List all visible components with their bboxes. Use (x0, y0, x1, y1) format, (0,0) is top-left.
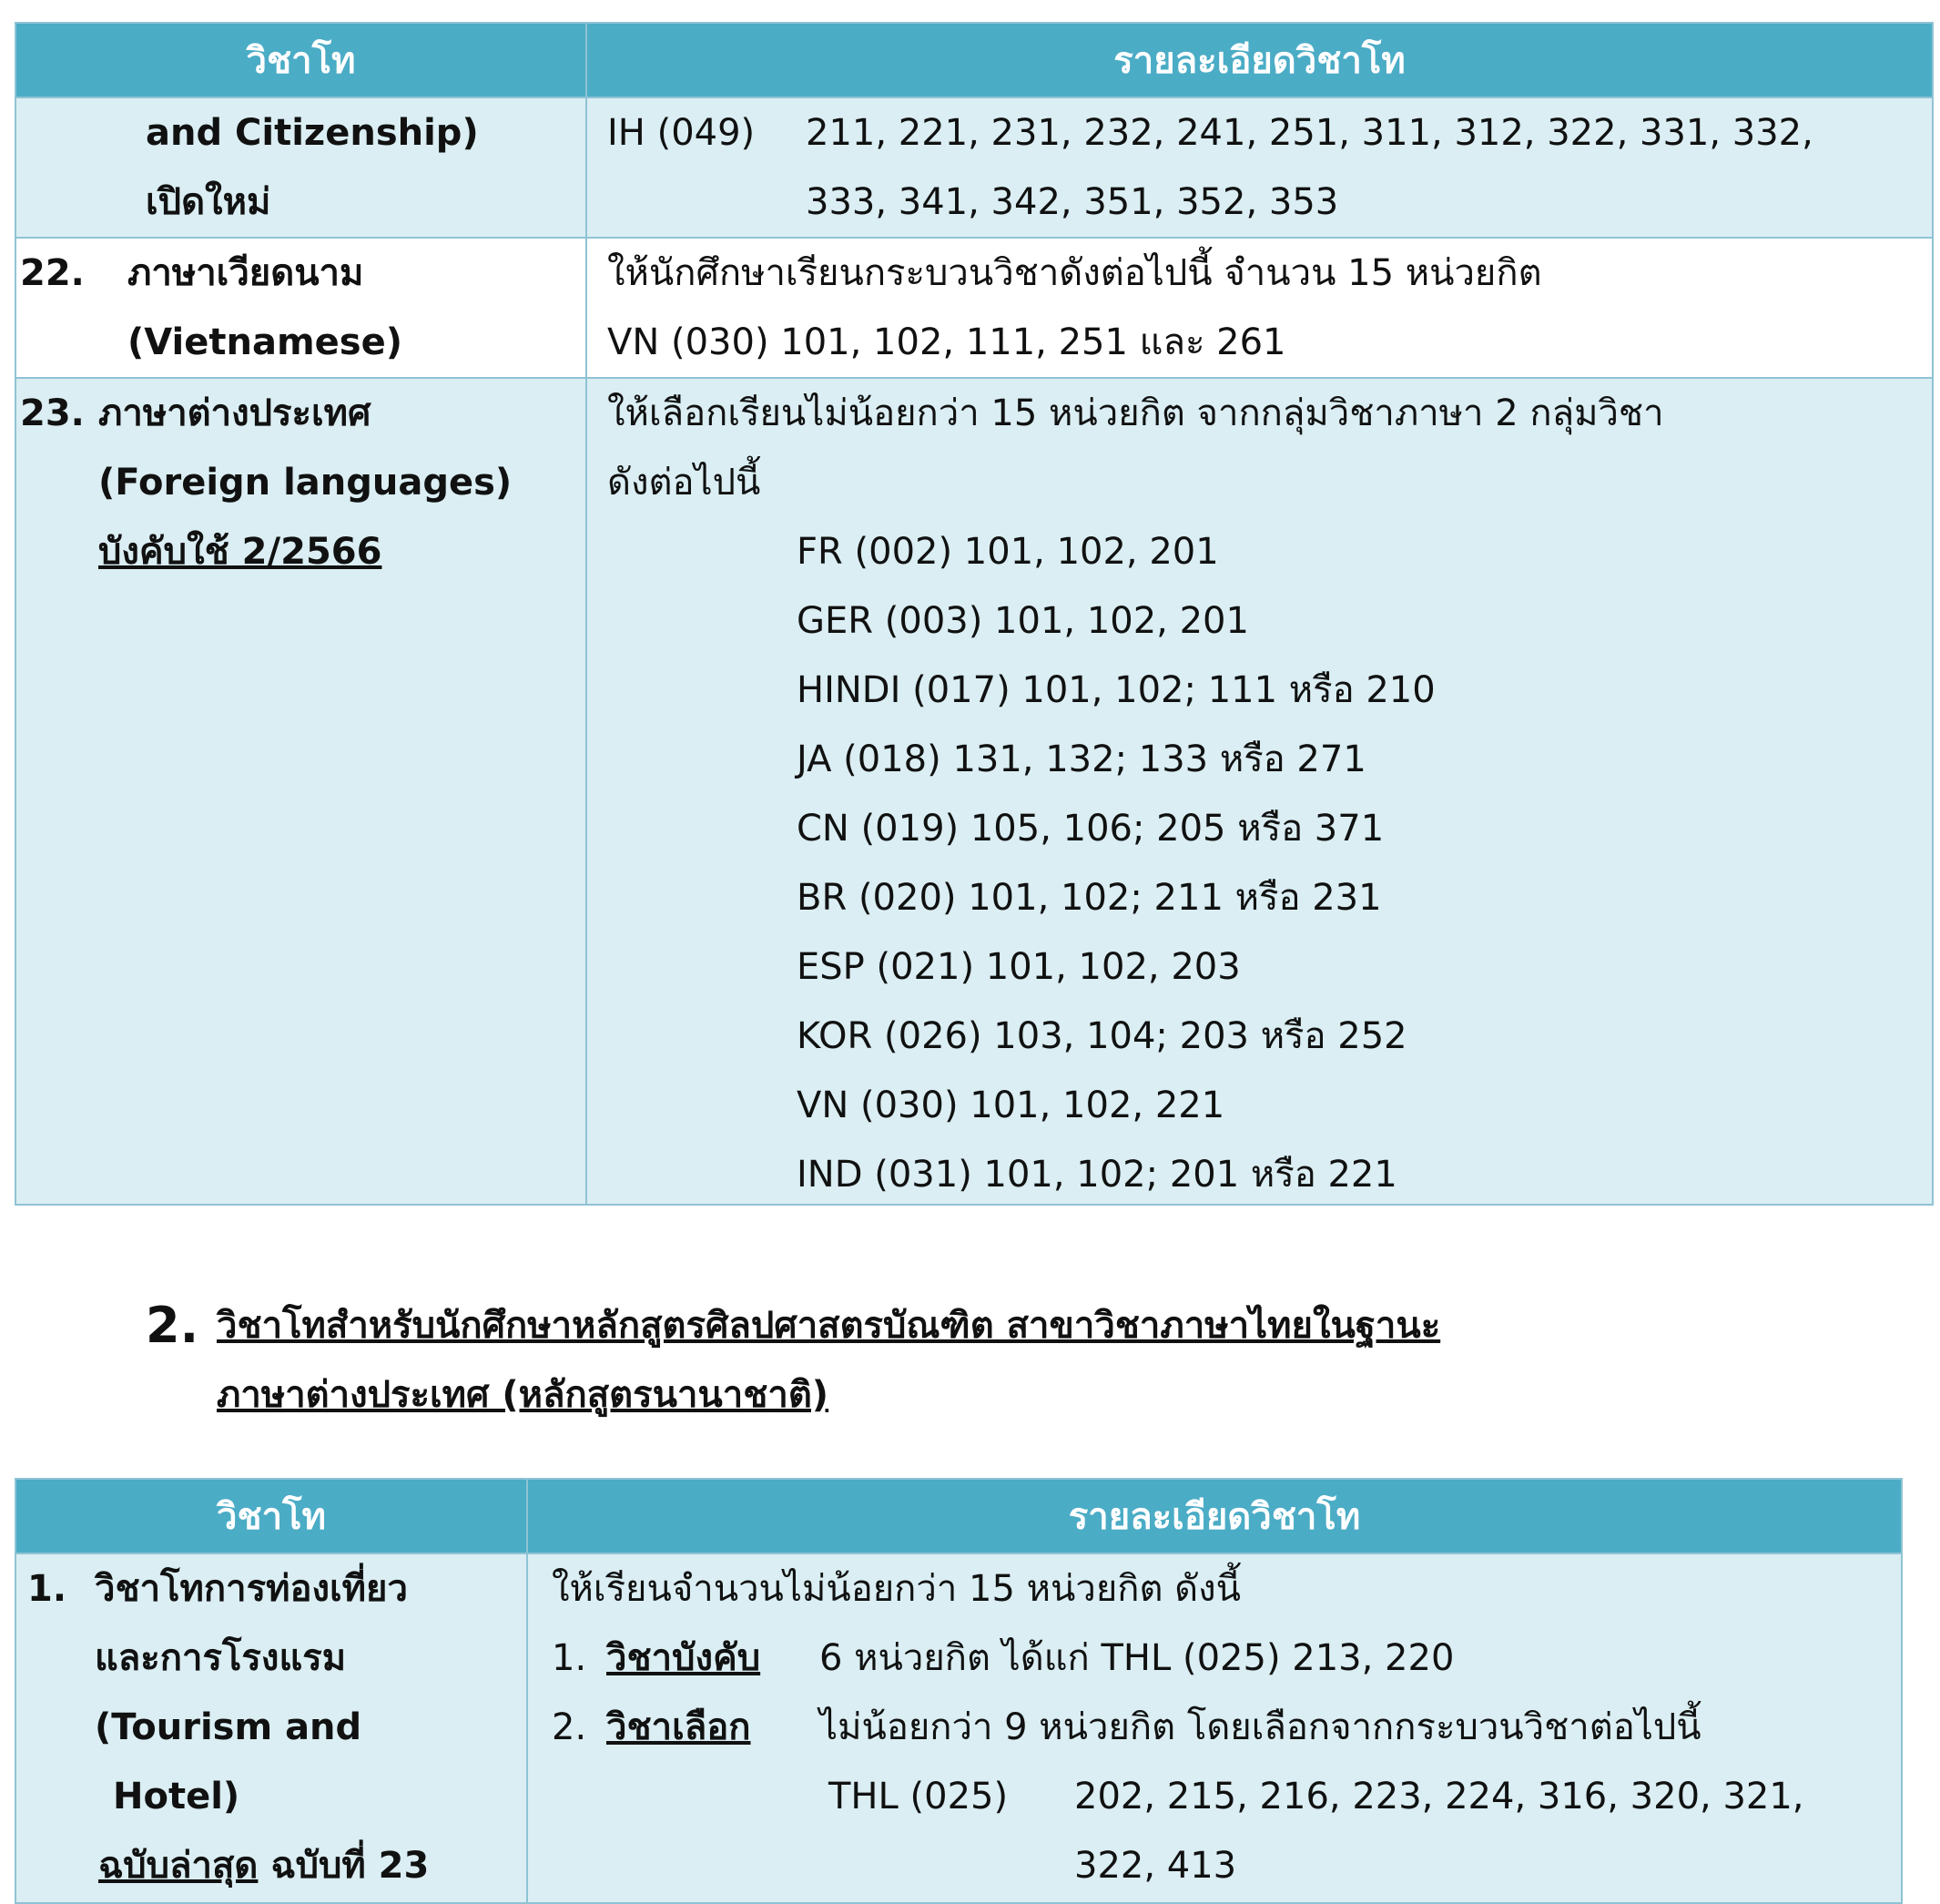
language-course: IND (031) 101, 102; 201 หรือ 221 (797, 1154, 1397, 1196)
item-number: 2. (552, 1706, 587, 1748)
elective-label: วิชาเลือก (606, 1706, 751, 1748)
effective-date: บังคับใช้ 2/2566 (98, 531, 382, 573)
item-number: 1. (552, 1637, 587, 1679)
details-line: ให้เลือกเรียนไม่น้อยกว่า 15 หน่วยกิต จากกลุ่มวิชาภาษา 2 กลุ่มวิชา (607, 392, 1664, 434)
section-title-line: วิชาโทสำหรับนักศึกษาหลักสูตรศิลปศาสตรบัณฑิต สาขาวิชาภาษาไทยในฐานะ (217, 1305, 1441, 1347)
language-course: JA (018) 131, 132; 133 หรือ 271 (797, 738, 1366, 780)
subject-line: และการโรงแรม (95, 1637, 347, 1679)
course-codes: 211, 221, 231, 232, 241, 251, 311, 312, 322, 331, 332, (806, 112, 1813, 154)
details-line: ให้เรียนจำนวนไม่น้อยกว่า 15 หน่วยกิต ดังนี้ (552, 1568, 1242, 1610)
details-line: VN (030) 101, 102, 111, 251 และ 261 (607, 321, 1286, 363)
language-course: KOR (026) 103, 104; 203 หรือ 252 (797, 1015, 1407, 1057)
row-number: 22. (20, 252, 85, 294)
minor-table-2 (15, 1478, 1903, 1904)
course-codes: 322, 413 (1074, 1845, 1237, 1887)
subject-line: (Vietnamese) (127, 321, 402, 363)
table-row (15, 97, 1933, 238)
course-prefix: THL (025) (828, 1776, 1009, 1817)
edition-number: ฉบับที่ 23 (258, 1845, 430, 1887)
subject-line: วิชาโทการท่องเที่ยว (95, 1568, 408, 1610)
language-course: CN (019) 105, 106; 205 หรือ 371 (797, 808, 1385, 850)
language-course: HINDI (017) 101, 102; 111 หรือ 210 (797, 669, 1436, 711)
header-subject: วิชาโท (15, 23, 586, 97)
subject-line: and Citizenship) (146, 112, 479, 154)
minor-table-1 (15, 22, 1934, 1206)
subject-line: (Foreign languages) (98, 462, 513, 504)
language-course: ESP (021) 101, 102, 203 (797, 946, 1241, 988)
language-course: FR (002) 101, 102, 201 (797, 531, 1219, 573)
table-row (15, 1553, 1902, 1903)
table-row (15, 378, 1933, 1205)
subject-line: (Tourism and (95, 1706, 362, 1748)
required-label: วิชาบังคับ (606, 1637, 761, 1679)
elective-rule: ไม่น้อยกว่า 9 หน่วยกิต โดยเลือกจากกระบวนวิชาต่อไปนี้ (819, 1706, 1701, 1748)
subject-line: Hotel) (113, 1776, 240, 1817)
edition-line (98, 1831, 429, 1900)
row-number: 23. (20, 392, 85, 434)
language-course: BR (020) 101, 102; 211 หรือ 231 (797, 877, 1382, 919)
subject-line: ภาษาต่างประเทศ (98, 392, 371, 434)
details-line: ให้นักศึกษาเรียนกระบวนวิชาดังต่อไปนี้ จำนวน 15 หน่วยกิต (607, 252, 1542, 294)
header-details: รายละเอียดวิชาโท (586, 23, 1933, 97)
table-row (15, 238, 1933, 378)
required-courses: 6 หน่วยกิต ได้แก่ THL (025) 213, 220 (819, 1637, 1455, 1679)
header-subject: วิชาโท (15, 1479, 527, 1553)
subject-line: เปิดใหม่ (146, 181, 271, 223)
section-title-line: ภาษาต่างประเทศ (หลักสูตรนานาชาติ) (217, 1374, 829, 1416)
row-number: 1. (27, 1568, 67, 1610)
header-details: รายละเอียดวิชาโท (527, 1479, 1902, 1553)
course-prefix: IH (049) (607, 112, 756, 154)
details-line: ดังต่อไปนี้ (607, 462, 761, 504)
course-codes: 333, 341, 342, 351, 352, 353 (806, 181, 1339, 223)
language-course: VN (030) 101, 102, 221 (797, 1084, 1225, 1126)
latest-edition-label: ฉบับล่าสุด (98, 1845, 259, 1887)
section-number: 2. (146, 1297, 199, 1354)
language-course: GER (003) 101, 102, 201 (797, 600, 1249, 642)
subject-line: ภาษาเวียดนาม (127, 252, 364, 294)
course-codes: 202, 215, 216, 223, 224, 316, 320, 321, (1074, 1776, 1804, 1817)
